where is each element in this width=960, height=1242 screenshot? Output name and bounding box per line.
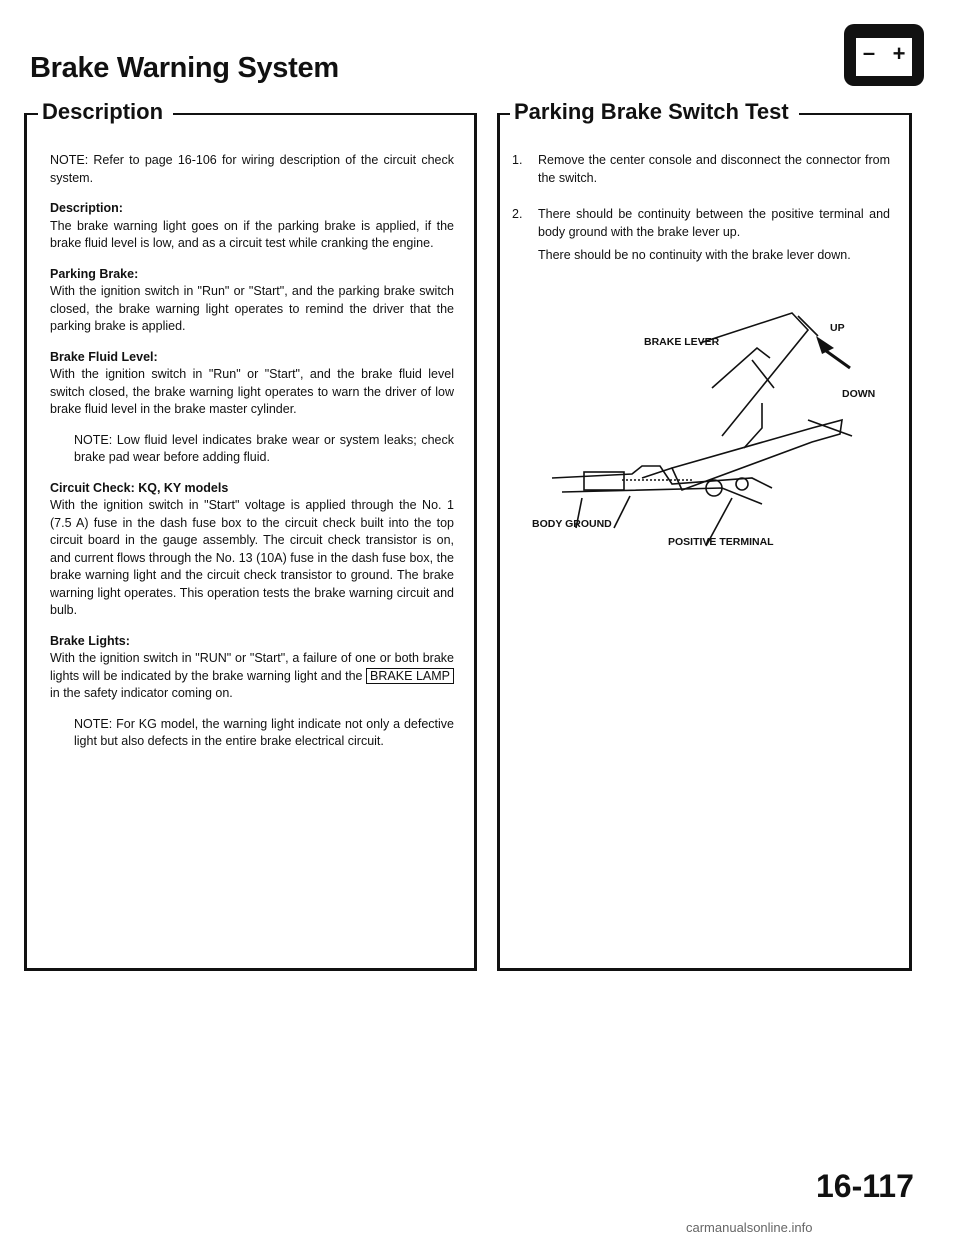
note-wiring: NOTE: Refer to page 16-106 for wiring description of the circuit check system. xyxy=(50,153,454,185)
parking-brake-text: With the ignition switch in "Run" or "Start", and the parking brake switch closed, the brake warning light operates to remind the driver that the parking brake is applied. xyxy=(50,284,454,333)
step-1 xyxy=(512,152,890,193)
fluid-level-label: Brake Fluid Level: xyxy=(50,349,158,364)
parking-brake-label: Parking Brake: xyxy=(50,266,139,281)
switch-test-steps xyxy=(512,152,890,284)
lever-outline xyxy=(700,313,808,436)
body-ground-leader xyxy=(614,496,630,528)
description-paragraph xyxy=(50,200,454,253)
brake-lever-label: BRAKE LEVER xyxy=(644,336,720,348)
body-ground-label: BODY GROUND xyxy=(532,518,612,530)
battery-minus-label: – xyxy=(862,40,876,65)
battery-plus-label: + xyxy=(892,41,906,66)
lever-handle-line xyxy=(744,403,762,448)
lever-inner-line xyxy=(712,348,770,388)
note-fluid: NOTE: Low fluid level indicates brake wear or system leaks; check brake pad wear before adding fluid. xyxy=(74,432,454,464)
brake-lights-text-a: With the ignition switch in "RUN" or "Start", a failure of one or both brake lights will be indicated by the brake warning light and the xyxy=(50,651,454,683)
circuit-check-paragraph xyxy=(50,480,454,620)
parking-brake-paragraph xyxy=(50,266,454,336)
circuit-check-text: With the ignition switch in "Start" voltage is applied through the No. 1 (7.5 A) fuse in the dash fuse box to the circuit check built into the top circuit board in the gauge assembly. The circuit check transistor is on, and current flows through the No. 13 (10A) fuse in the dash fuse box, the brake warning light and the circuit check transistor to ground. The brake warning light operates. This operation tests the brake warning circuit and bulb. xyxy=(50,498,454,617)
down-label: DOWN xyxy=(842,388,876,400)
page-title: Brake Warning System xyxy=(30,52,339,84)
brake-lights-label: Brake Lights: xyxy=(50,633,130,648)
step-2 xyxy=(512,206,890,271)
up-arrowhead xyxy=(816,336,834,354)
circuit-check-label: Circuit Check: KQ, KY models xyxy=(50,480,229,495)
description-heading: Description xyxy=(38,99,173,125)
parking-brake-figure xyxy=(522,308,912,553)
battery-icon xyxy=(842,22,926,88)
lever-arm xyxy=(672,420,842,490)
page-number: 16-117 xyxy=(816,1168,914,1204)
brake-lamp-indicator: BRAKE LAMP xyxy=(366,668,454,684)
description-text: The brake warning light goes on if the parking brake is applied, if the brake fluid level is low, and as a circuit test while cranking the engine. xyxy=(50,218,454,250)
step-text-continued: There should be no continuity with the brake lever down. xyxy=(538,248,851,262)
watermark: carmanualsonline.info xyxy=(686,1220,813,1235)
fluid-level-text: With the ignition switch in "Run" or "Start", and the brake fluid level switch closed, the brake warning light operates to warn the driver of low brake fluid level in the brake master cylinder. xyxy=(50,367,454,416)
description-label: Description: xyxy=(50,201,123,215)
brake-lights-text-b: in the safety indicator coming on. xyxy=(50,686,233,700)
step-text: There should be continuity between the positive terminal and body ground with the brake lever up. xyxy=(538,207,890,239)
step-number: 1. xyxy=(512,153,523,167)
note-kg-model: NOTE: For KG model, the warning light indicate not only a defective light but also defects in the entire brake electrical circuit. xyxy=(74,716,454,748)
fluid-level-paragraph xyxy=(50,349,454,419)
description-body xyxy=(50,152,454,764)
up-arc xyxy=(798,316,818,336)
terminal-bolt xyxy=(736,478,748,490)
switch-test-heading: Parking Brake Switch Test xyxy=(510,99,799,125)
up-label: UP xyxy=(830,322,845,334)
step-text: Remove the center console and disconnect the connector from the switch. xyxy=(538,153,890,185)
brake-lights-paragraph xyxy=(50,633,454,703)
positive-terminal-label: POSITIVE TERMINAL xyxy=(668,536,774,548)
brake-lever-leader xyxy=(752,360,774,388)
step-number: 2. xyxy=(512,207,523,221)
